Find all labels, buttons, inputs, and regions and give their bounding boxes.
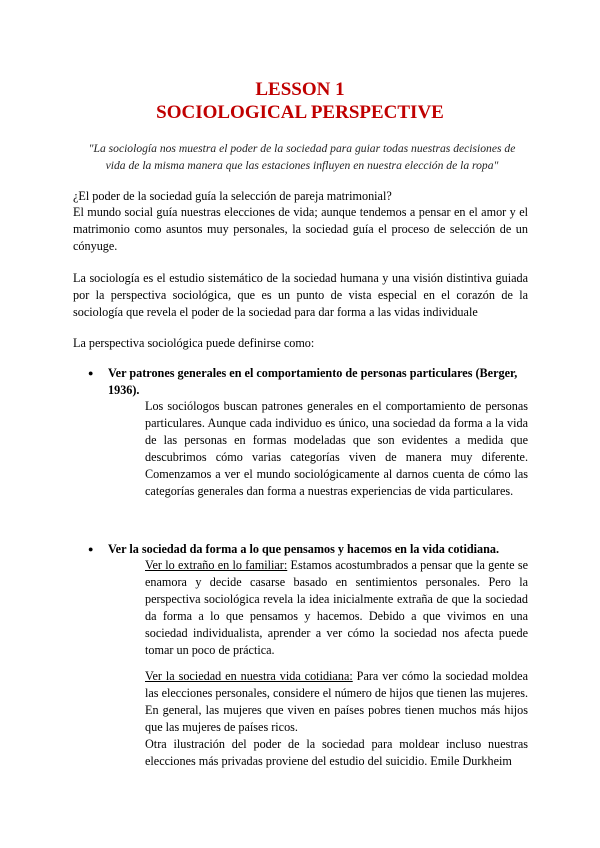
question-paragraph: ¿El poder de la sociedad guía la selección de pareja matrimonial? xyxy=(73,189,392,203)
subsection-text: Para ver cómo la sociedad moldea las elecciones personales, considere el número de hijos que tienen las mujeres. En general, las mujeres que viven en países pobres tienen muchos más hijos que las mujeres de países ricos. xyxy=(145,669,528,734)
bullet-dot-icon: ● xyxy=(88,544,94,554)
bullet-general-patterns xyxy=(88,365,528,399)
subsection-continuation: Otra ilustración del poder de la sociedad para moldear incluso nuestras elecciones más privadas proviene del estudio del suicidio. Emile Durkheim xyxy=(145,737,528,768)
social-world-paragraph: El mundo social guía nuestras elecciones de vida; aunque tendemos a pensar en el amor y el matrimonio como asuntos muy personales, la sociedad guía el proceso de selección de un cónyuge. xyxy=(73,205,528,253)
bullet-dot-icon: ● xyxy=(88,368,94,378)
bullet-heading: Ver la sociedad da forma a lo que pensamos y hacemos en la vida cotidiana. xyxy=(108,542,500,556)
sociology-paragraph: La sociología es el estudio sistemático de la sociedad humana y una visión distintiva guiada por la perspectiva sociológica, que es un punto de vista especial en el corazón de la sociología que revela el poder de la sociedad para dar forma a las vidas individuale xyxy=(73,271,528,319)
subsection-text: Estamos acostumbrados a pensar que la gente se enamora y decide casarse basado en sentimientos personales. Pero la perspectiva sociológica revela la idea inicialmente extraña de que la sociedad da forma a lo que pensamos y hacemos. Debido a que vivimos en una sociedad individualista, aprender a ver cómo la sociedad nos afecta puede tomar un poco de práctica. xyxy=(145,558,528,657)
epigraph-quote: "La sociología nos muestra el poder de la sociedad para guiar todas nuestras decisiones de vida de la misma manera que las estaciones influyen en nuestra elección de la ropa" xyxy=(88,142,516,172)
bullet-society-shapes xyxy=(88,541,528,558)
definition-paragraph: La perspectiva sociológica puede definirse como: xyxy=(73,336,315,350)
bullet-body: Los sociólogos buscan patrones generales en el comportamiento de personas particulares. Aunque cada individuo es único, una sociedad da forma a la vida de las personas en formas modeladas que son evidentes a medida que descubrimos cómo varias categorías viven de manera muy diferente. Comenzamos a ver el mundo sociológicamente al darnos cuenta de cómo las categorías generales dan forma a nuestras experiencias de vida particulares. xyxy=(145,399,528,498)
everyday-life-paragraph xyxy=(145,668,528,770)
subsection-label: Ver la sociedad en nuestra vida cotidiana: xyxy=(145,669,353,683)
familiar-strange-paragraph xyxy=(145,557,528,659)
lesson-title: SOCIOLOGICAL PERSPECTIVE xyxy=(156,102,444,123)
lesson-number: LESSON 1 xyxy=(255,79,345,100)
subsection-label: Ver lo extraño en lo familiar: xyxy=(145,558,288,572)
bullet-heading: Ver patrones generales en el comportamiento de personas particulares (Berger, 1936). xyxy=(108,366,518,397)
